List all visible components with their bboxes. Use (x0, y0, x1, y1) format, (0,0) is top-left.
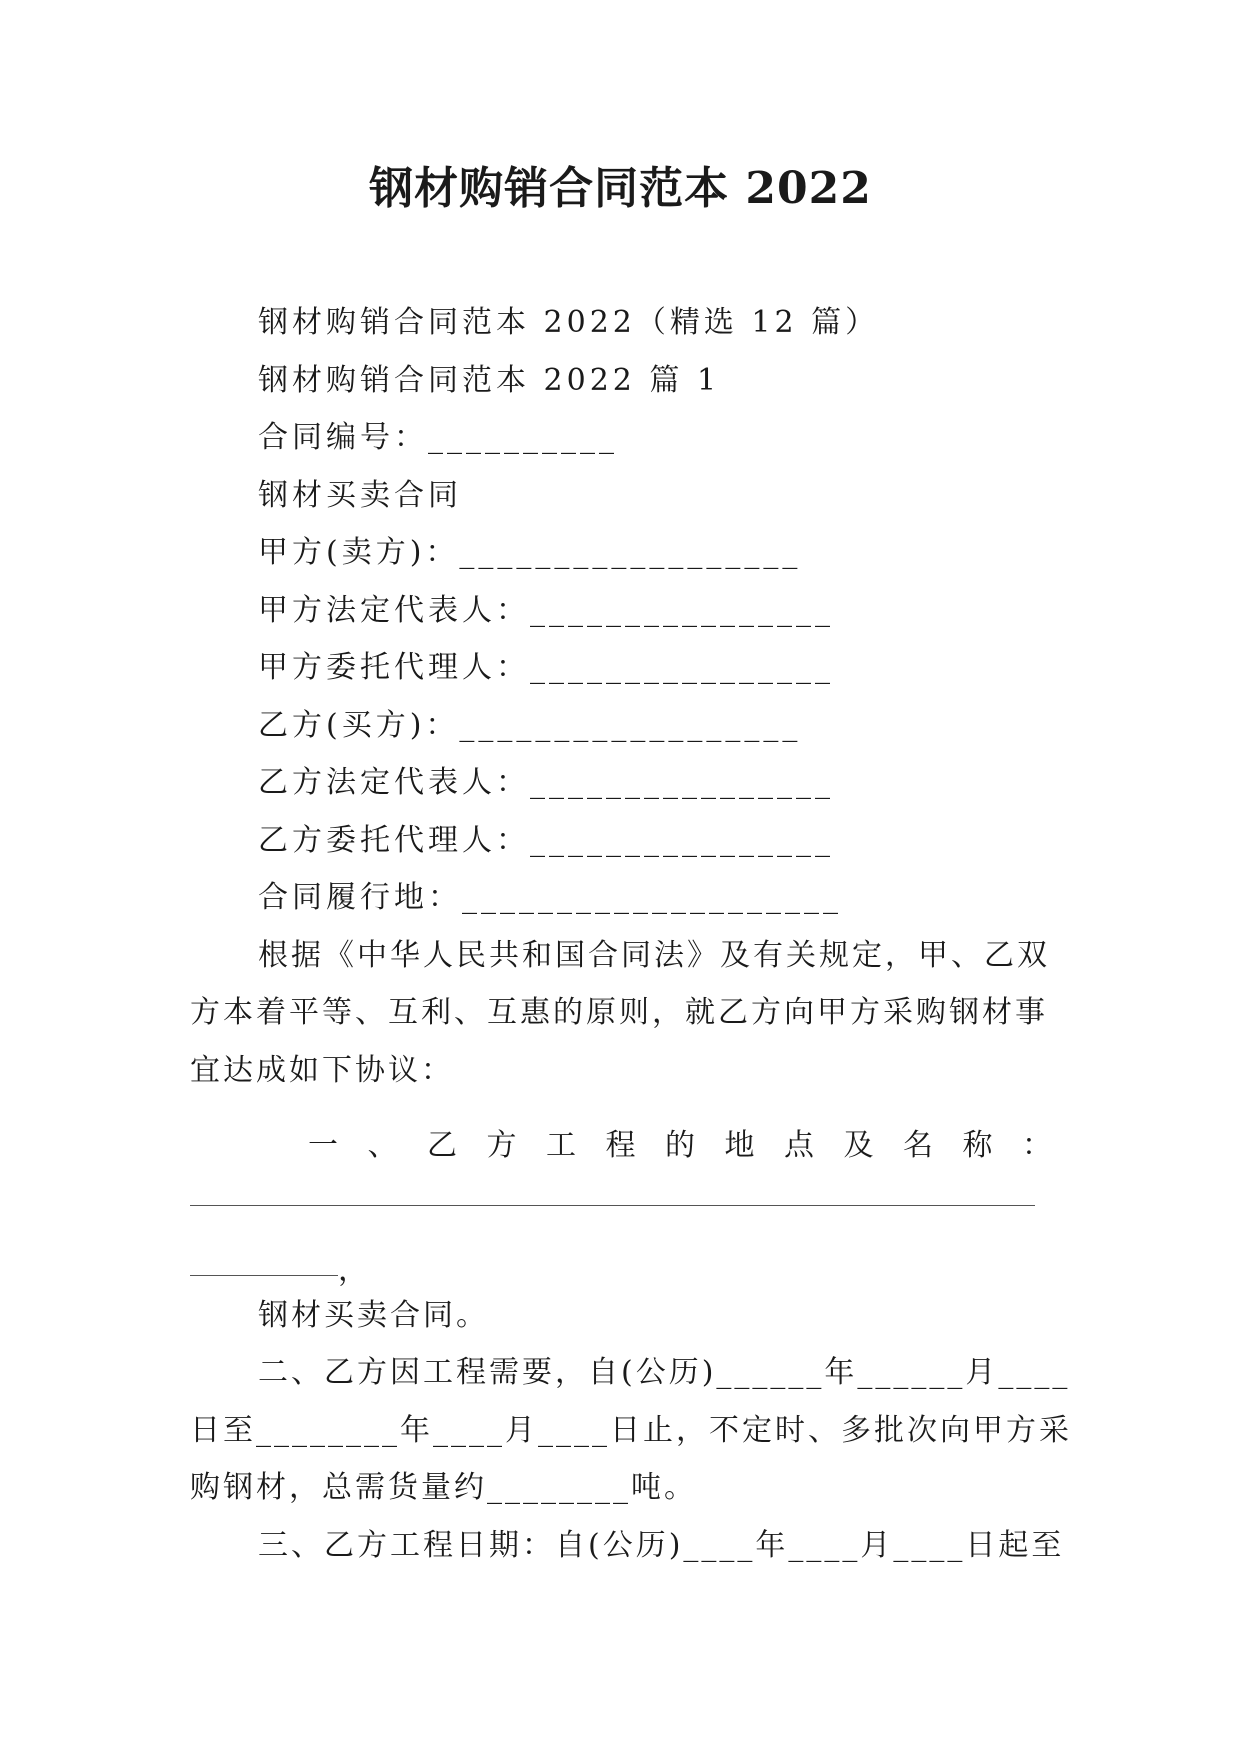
paragraph-line: 宜达成如下协议： (190, 1053, 454, 1088)
clause-1-char: 、 (367, 1128, 398, 1163)
party-b-legal-rep-line: 乙方法定代表人：________________ (258, 765, 834, 800)
document-title: 钢材购销合同范本 2022 (369, 163, 872, 214)
clause-1-char: 一 (308, 1128, 338, 1163)
clause-3-line: 三、乙方工程日期：自(公历)____年____月____日起至 (258, 1528, 1065, 1563)
clause-2-line: 日至________年____月____日止，不定时、多批次向甲方采 (190, 1413, 1072, 1448)
party-b-line: 乙方(买方)：__________________ (258, 708, 802, 743)
clause-1-char: 名 (903, 1128, 933, 1163)
clause-1-tail: ， (338, 1253, 368, 1288)
performance-place-line: 合同履行地：____________________ (258, 880, 842, 915)
clause-1-char: 程 (605, 1128, 636, 1163)
contract-number-line: 合同编号：__________ (258, 420, 618, 455)
underline-blank (190, 1275, 338, 1276)
clause-1-char: 点 (784, 1128, 814, 1163)
fill-in-blank-long (190, 1205, 1035, 1206)
clause-1-char: 乙 (427, 1128, 457, 1163)
clause-2-line: 购钢材，总需货量约________吨。 (190, 1470, 697, 1505)
party-a-line: 甲方(卖方)：__________________ (258, 535, 802, 570)
clause-1-char: 地 (724, 1128, 755, 1163)
clause-1-char: 方 (486, 1128, 517, 1163)
clause-1-char: ： (1022, 1128, 1052, 1163)
paragraph-line: 方本着平等、互利、互惠的原则，就乙方向甲方采购钢材事 (190, 995, 1048, 1030)
clause-1-char: 的 (665, 1128, 695, 1163)
paragraph-line: 钢材买卖合同。 (258, 1298, 489, 1333)
contract-name-line: 钢材买卖合同 (258, 478, 462, 513)
clause-1-char: 及 (843, 1128, 874, 1163)
paragraph-line: 根据《中华人民共和国合同法》及有关规定，甲、乙双 (258, 938, 1050, 973)
clause-1-char: 称 (962, 1128, 993, 1163)
section-heading: 钢材购销合同范本 2022 篇 1 (258, 363, 721, 398)
party-a-legal-rep-line: 甲方法定代表人：________________ (258, 593, 834, 628)
party-b-agent-line: 乙方委托代理人：________________ (258, 823, 834, 858)
clause-1-heading (308, 1120, 1052, 1164)
clause-1-char: 工 (546, 1128, 576, 1163)
party-a-agent-line: 甲方委托代理人：________________ (258, 650, 834, 685)
subtitle-line: 钢材购销合同范本 2022（精选 12 篇） (258, 305, 880, 340)
clause-2-line: 二、乙方因工程需要，自(公历)______年______月____ (258, 1355, 1071, 1390)
fill-in-blank-short (190, 1245, 368, 1289)
